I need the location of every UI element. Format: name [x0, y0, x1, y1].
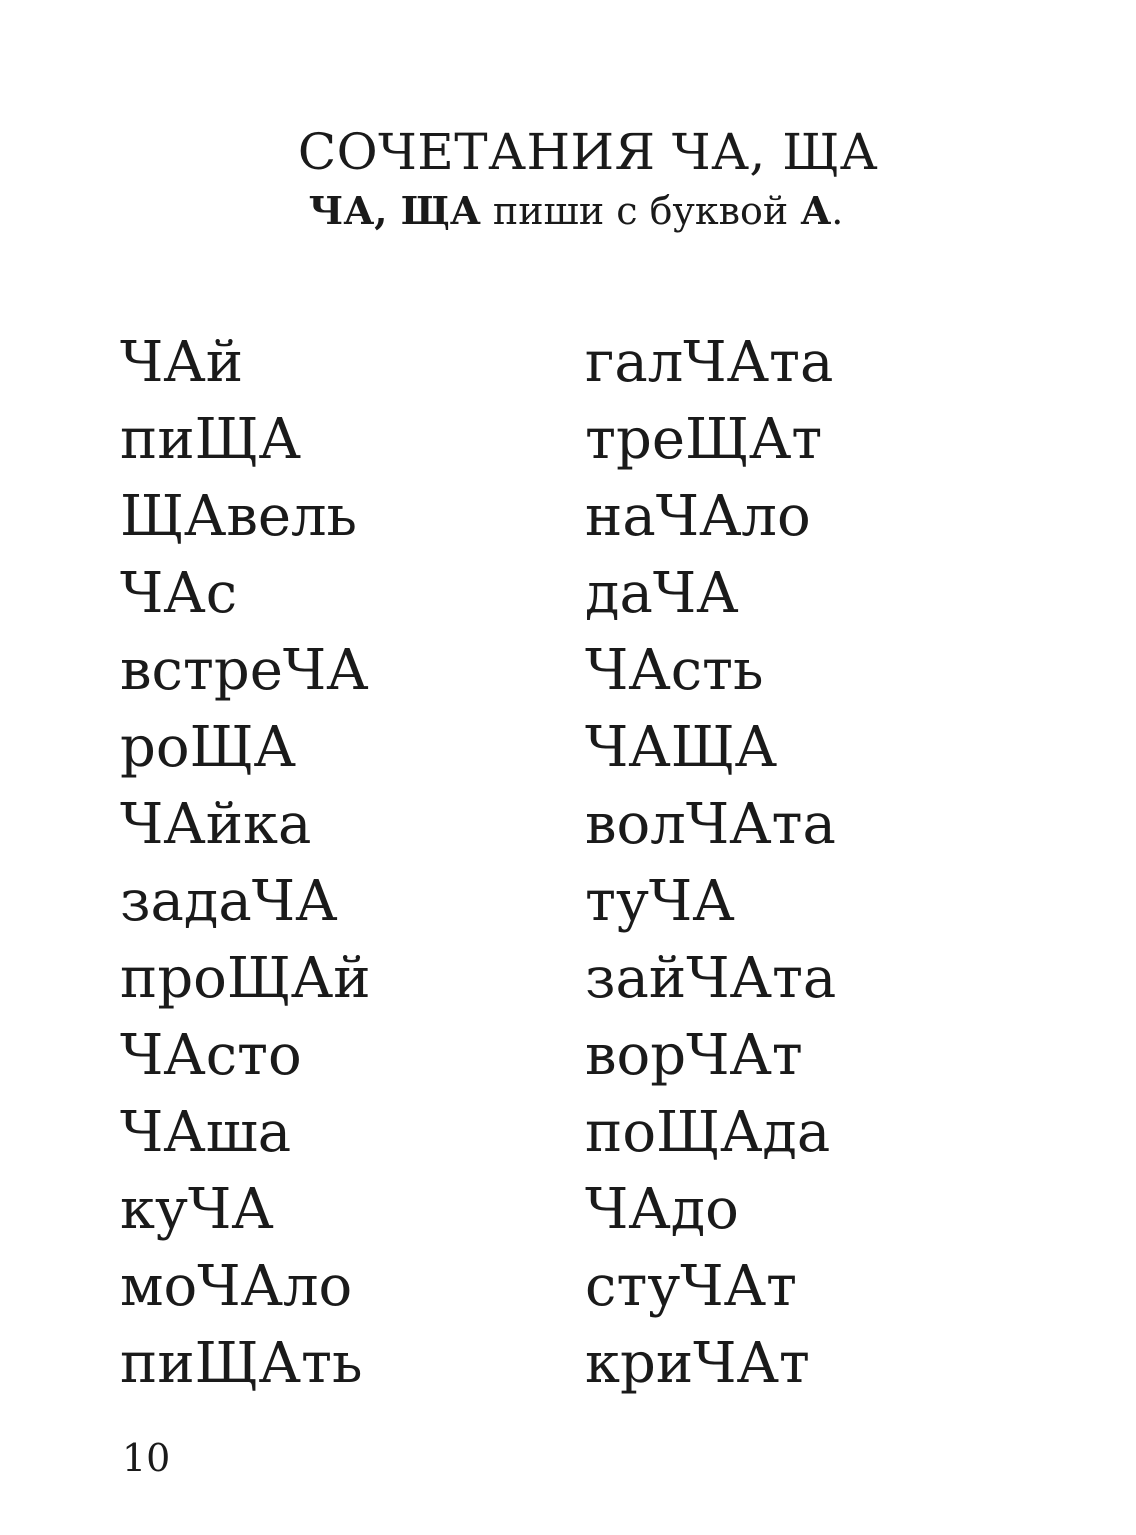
word-list-left	[120, 324, 371, 1402]
word-item: стуЧАт	[585, 1254, 797, 1319]
word-item: куЧА	[120, 1177, 274, 1242]
word-item: роЩА	[120, 715, 296, 780]
word-item: ЧАйка	[120, 792, 312, 857]
word-item: пиЩА	[120, 407, 301, 472]
word-item: ЧАЩА	[585, 715, 778, 780]
rule-middle-text: пиши с буквой	[480, 189, 801, 233]
page-number: 10	[122, 1436, 171, 1480]
word-item: ЧАша	[120, 1100, 292, 1165]
word-item: даЧА	[585, 561, 739, 626]
rule-end: .	[831, 189, 844, 233]
rule-bold-letter: А	[800, 188, 832, 233]
word-item: задаЧА	[120, 869, 338, 934]
word-item: ЧАсто	[120, 1023, 302, 1088]
word-item: моЧАло	[120, 1254, 353, 1319]
word-item: ворЧАт	[585, 1023, 803, 1088]
word-item: встреЧА	[120, 638, 369, 703]
word-item: наЧАло	[585, 484, 811, 549]
page-title: СОЧЕТАНИЯ ЧА, ЩА	[297, 122, 879, 181]
word-item: ЧАй	[120, 330, 244, 395]
rule-bold-combinations: ЧА, ЩА	[308, 188, 481, 233]
word-item: ЧАсть	[585, 638, 764, 703]
word-item: треЩАт	[585, 407, 823, 472]
word-item: проЩАй	[120, 946, 371, 1011]
word-item: ЩАвель	[120, 484, 358, 549]
word-list-right	[585, 324, 836, 1402]
word-item: пиЩАть	[120, 1331, 363, 1396]
word-item: ЧАс	[120, 561, 238, 626]
word-item: криЧАт	[585, 1331, 810, 1396]
word-item: галЧАта	[585, 330, 834, 395]
word-item: зайЧАта	[585, 946, 837, 1011]
word-item: волЧАта	[585, 792, 836, 857]
word-item: ЧАдо	[585, 1177, 739, 1242]
word-item: поЩАда	[585, 1100, 831, 1165]
rule-text	[0, 184, 1136, 238]
word-item: туЧА	[585, 869, 735, 934]
